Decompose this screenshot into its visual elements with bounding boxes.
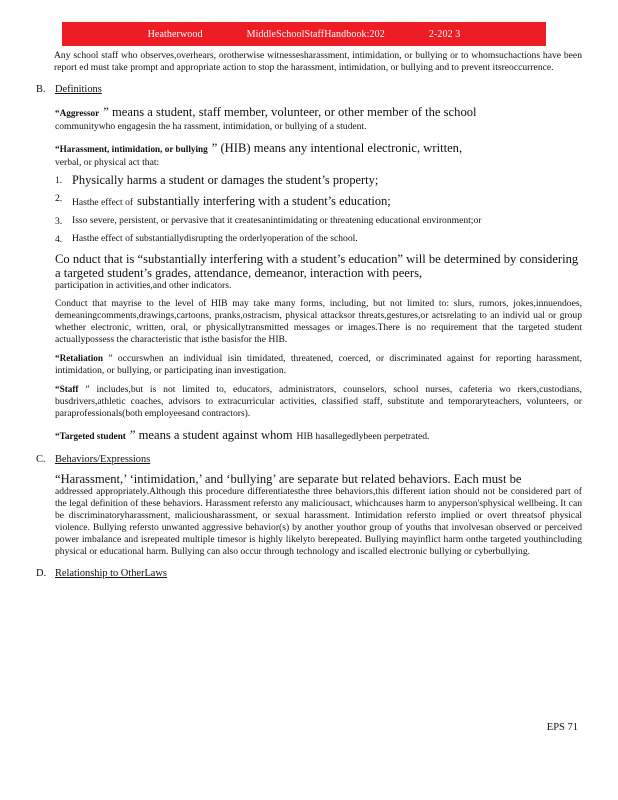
section-letter: C.: [36, 454, 46, 465]
header-year: 2-202 3: [428, 28, 461, 40]
term-hib: “Harassment, intimidation, or bullying: [55, 144, 208, 154]
section-d-heading: [36, 567, 582, 580]
term-targeted-student: “Targeted student: [55, 431, 126, 441]
conduct-small-text: participation in activities,and other indicators.: [55, 280, 232, 291]
behaviors-block: [55, 472, 582, 558]
term-retaliation: “Retaliation: [55, 353, 103, 363]
staff-definition: “Staff ” includes,but is not limited to, educators, administrators, counselors, school nurses, cafeteria wo rkers,custodians, busdrivers,athletic coaches, advisors to extracurricular activities, classified staff, substitute and temporaryteachers, volunteers, or paraprofessionals(both employeesand contractors).: [55, 384, 583, 419]
page-content: [36, 50, 582, 580]
list-item: 3. Isso severe, persistent, or pervasive that it createsanintimidating or threatening educational environment;or: [55, 215, 482, 227]
header-school: Heatherwood: [147, 28, 203, 40]
list-item: 1. Physically harms a student or damages the student’s property;: [55, 173, 379, 187]
behaviors-big-text: “Harassment,’ ‘intimidation,’ and ‘bullying’ are separate but related behaviors. Each must be: [55, 472, 522, 486]
section-title: Definitions: [55, 84, 102, 95]
page-number: EPS 71: [546, 722, 578, 733]
section-letter: D.: [36, 568, 47, 579]
section-b-heading: [36, 83, 582, 96]
document-header: [62, 22, 546, 46]
aggressor-definition: [55, 103, 582, 133]
targeted-student-definition: “Targeted student ” means a student against whom HIB hasallegedlybeen perpetrated.: [55, 428, 430, 442]
conduct-paragraph: [55, 252, 582, 292]
header-title: MiddleSchoolStaffHandbook:202: [246, 28, 385, 40]
list-item: 2. Hasthe effect of substantially interfering with a student’s education;: [55, 193, 391, 208]
term-aggressor: “Aggressor: [55, 108, 100, 118]
section-letter: B.: [36, 84, 46, 95]
term-staff: “Staff: [55, 384, 79, 394]
hib-criteria-list: [55, 174, 582, 246]
retaliation-definition: “Retaliation ” occurswhen an individual isin timidated, threatened, coerced, or discriminated against for reporting harassment, intimidation, or bullying, or participating inan investigation.: [55, 353, 582, 376]
conduct-forms-paragraph: Conduct that mayrise to the level of HIB may take many forms, including, but not limited to: slurs, rumors, jokes,innuendoes, demeaningcomments,drawings,cartoons, pranks,ostracism, physical attacksor threats,gestures,or actsrelating to an individ ual or group whether electronic, written, oral, or physicallytransmitted messages or images.There is no requirement that the targeted student actuallypossess the characteristic that isthe basisfor the HIB.: [55, 298, 582, 345]
aggressor-continuation: communitywho engagesin the ha rassment, intimidation, or bullying of a student.: [55, 121, 367, 132]
section-title: Relationship to OtherLaws: [55, 568, 167, 579]
intro-paragraph: Any school staff who observes,overhears, orotherwise witnessesharassment, intimidation, or bullying or to whomsuchactions have been report ed must take prompt and appropriate action to stop the harassment, intimidation, or bullying and to prevent itsreoccurrence.: [54, 50, 582, 73]
hib-text: ” (HIB) means any intentional electronic, written,: [211, 141, 463, 155]
section-title: Behaviors/Expressions: [55, 454, 151, 465]
hib-continuation: verbal, or physical act that:: [55, 157, 160, 168]
list-item: 4. Hasthe effect of substantiallydisrupting the orderlyoperation of the school.: [55, 233, 358, 245]
section-c-heading: [36, 453, 582, 466]
behaviors-small-text: addressed appropriately.Although this procedure differentiatesthe three behaviors,this different iation should not be considered part of the legal definition of these behaviors. Harassment refersto any maliciousact, whichcauses harm to anyperson'sphysical wellbeing. It can be discriminatoryharassment, maliciousharassment, or sexual harassment. Intimidation refersto implied or overt threatsof physical violence. Bullying refersto unwanted aggressive behavior(s) by another youthor group of youths that involvesan observed or perceived power imbalance and isrepeated multiple timesor is highly likelyto berepeated. Bullying mayinflict harm onthe targeted youthincluding physical or educational harm. Bullying can also occur through technology and iscalled electronic bullying or cyberbullying.: [55, 486, 582, 557]
hib-definition: [55, 139, 582, 169]
definitions-block: [55, 103, 582, 444]
aggressor-text: ” means a student, staff member, volunteer, or other member of the school: [103, 105, 477, 119]
conduct-big-text: Co nduct that is “substantially interfering with a student’s education” will be determined by considering a targeted student’s grades, attendance, demeanor, interaction with peers,: [55, 252, 579, 280]
